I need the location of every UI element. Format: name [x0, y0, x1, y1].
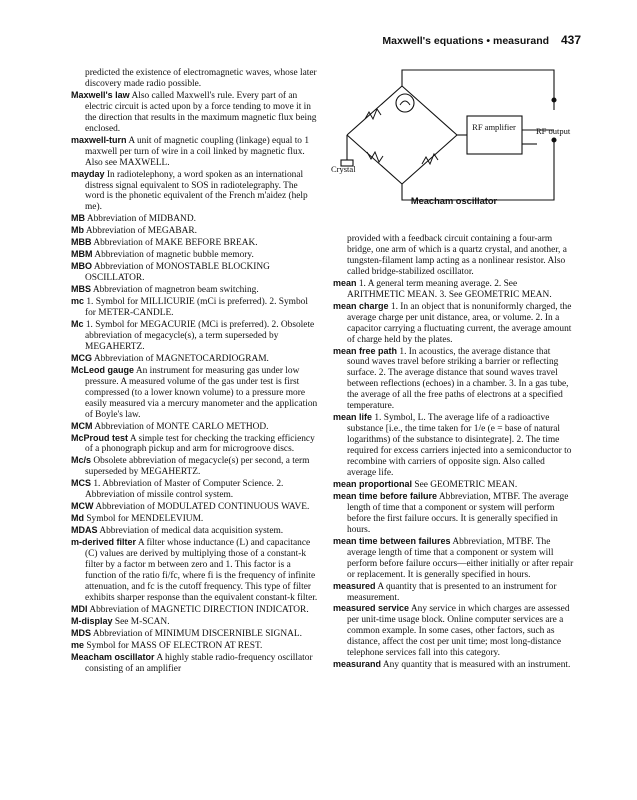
entry-definition: Symbol for MASS OF ELECTRON AT REST. — [86, 640, 263, 651]
dictionary-entry — [71, 169, 318, 214]
dictionary-entry — [333, 301, 575, 346]
entry-term: maxwell-turn — [71, 134, 127, 145]
entry-definition: Abbreviation of MONTE CARLO METHOD. — [94, 421, 269, 432]
entry-definition: Obsolete abbreviation of megacycle(s) per second, a term superseded by MEGAHERTZ. — [85, 456, 310, 478]
bridge-arm-top-left — [347, 86, 402, 135]
entry-term: MBS — [71, 284, 91, 295]
entry-definition: predicted the existence of electromagnetic waves, whose later discovery made radio possible. — [85, 68, 317, 89]
dictionary-entry — [71, 513, 318, 525]
dictionary-entry — [333, 603, 575, 659]
dictionary-entry — [71, 525, 318, 537]
dictionary-entry — [71, 628, 318, 640]
dictionary-entry — [71, 640, 318, 652]
entry-definition: Any quantity that is measured with an instrument. — [382, 660, 571, 671]
dictionary-entry — [333, 659, 575, 671]
dictionary-entry — [71, 478, 318, 501]
amplifier-label: RF amplifier — [472, 122, 516, 132]
entry-definition: Abbreviation of magnetron beam switching. — [92, 285, 259, 296]
entry-term: measurand — [333, 659, 382, 670]
entry-term: Mc/s — [71, 455, 92, 466]
dictionary-entry — [333, 412, 575, 479]
bridge-arm-bottom-left — [347, 135, 402, 184]
entry-definition: Abbreviation of MAGNETIC DIRECTION INDICATOR. — [89, 604, 309, 615]
entry-definition: A filter whose inductance (L) and capacitance (C) values are derived by multiplying those of a constant-k filter by a factor m between zero and 1. This factor is a function of the ratio fi/fc, where fi is the frequency of infinite attenuation, and fc is the cutoff frequency. This type of filter exhibits sharper response than the equivalent constant-k filter. — [85, 538, 318, 603]
entry-definition: 1. Symbol for MILLICURIE (mCi is preferred). 2. Symbol for METER-CANDLE. — [85, 297, 308, 319]
entry-definition: 1. Symbol, L. The average life of a radioactive substance [i.e., the time taken for 1/e (e = base of natural logarithms) of the substance to disintegrate]. 2. The time required for excess carriers injected into a semiconductor to recombine with carriers of opposite sign. Also called average life. — [347, 413, 572, 479]
dictionary-entry — [71, 90, 318, 135]
entry-term: McLeod gauge — [71, 364, 135, 375]
entry-term: MBM — [71, 249, 93, 260]
crystal-label: Crystal — [331, 164, 356, 174]
entry-definition: A unit of magnetic coupling (linkage) equal to 1 maxwell per turn of wire in a coil linked by magnetic flux. Also see MAXWELL. — [85, 135, 310, 168]
entry-term: Mb — [71, 225, 84, 236]
entry-definition: Abbreviation of MODULATED CONTINUOUS WAVE. — [95, 502, 310, 513]
bridge-arm-bottom-right — [402, 135, 457, 184]
entry-term: mean life — [333, 412, 373, 423]
dictionary-entry — [333, 234, 575, 278]
entry-definition: Abbreviation of magnetic bubble memory. — [94, 250, 254, 261]
dictionary-entry — [71, 455, 318, 478]
entry-term: MDAS — [71, 525, 98, 536]
dictionary-entry — [71, 616, 318, 628]
entry-term: MDS — [71, 627, 91, 638]
entry-definition: A quantity that is presented to an instrument for measurement. — [347, 581, 557, 603]
junction-dot — [552, 138, 556, 142]
entry-definition: provided with a feedback circuit containing a four-arm bridge, one arm of which is a quartz crystal, and another, a tungsten-filament lamp acting as a nonlinear resistor. Also called bridge-stabilized oscillator. — [347, 234, 567, 277]
entry-definition: Abbreviation of MINIMUM DISCERNIBLE SIGNAL. — [92, 628, 302, 639]
entry-definition: Abbreviation of MAKE BEFORE BREAK. — [93, 238, 258, 249]
entry-definition: 1. In an object that is nonuniformly charged, the average charge per unit distance, area, or volume. 2. In a capacitor carrying a fluctuating current, the average amount of charge held by the plates. — [347, 301, 572, 345]
dictionary-entry — [71, 353, 318, 365]
entry-term: Meacham oscillator — [71, 651, 155, 662]
entry-term: mean charge — [333, 300, 389, 311]
dictionary-entry — [71, 261, 318, 284]
entry-definition: In radiotelephony, a word spoken as an international distress signal equivalent to SOS in radiotelegraphy. The word is the phonetic equivalent of the French m'aidez (help me). — [85, 169, 308, 213]
dictionary-entry — [333, 491, 575, 536]
entry-term: MCS — [71, 478, 91, 489]
entry-definition: Abbreviation, MTBF. The average length of time that a component or system will perform before the first failure occurs. It is generally specified in hours. — [347, 491, 569, 535]
dictionary-entry — [71, 652, 318, 675]
dictionary-entry — [333, 536, 575, 581]
feedback-wire-top — [402, 70, 554, 100]
entry-definition: 1. Abbreviation of Master of Computer Science. 2. Abbreviation of missile control system. — [85, 479, 284, 501]
entry-term: m-derived filter — [71, 537, 137, 548]
entry-term: MDI — [71, 603, 88, 614]
entry-term: M-display — [71, 615, 113, 626]
entry-definition: Abbreviation of MAGNETOCARDIOGRAM. — [93, 353, 269, 364]
entry-definition: See M-SCAN. — [114, 616, 170, 627]
dictionary-entry — [71, 319, 318, 353]
entry-definition: A simple test for checking the tracking efficiency of a phonograph pickup and arm for microgroove discs. — [85, 433, 315, 455]
dictionary-entry — [333, 346, 575, 413]
dictionary-entry — [333, 479, 575, 491]
page-number: 437 — [560, 33, 581, 47]
entry-definition: Abbreviation, MTBF. The average length of time that a component or system will perform before failure occurs—either initially or after repair or replacement. It is generally specified in hours. — [347, 536, 574, 580]
entry-term: mean free path — [333, 345, 398, 356]
rf-output-label: RF output — [536, 126, 571, 136]
entry-term: mc — [71, 296, 85, 307]
running-header — [382, 33, 581, 47]
entry-definition: A highly stable radio-frequency oscillator consisting of an amplifier — [85, 652, 313, 674]
dictionary-entry — [71, 433, 318, 456]
entry-definition: Abbreviation of MONOSTABLE BLOCKING OSCILLATOR. — [85, 262, 270, 284]
figure-caption: Meacham oscillator — [410, 196, 498, 206]
entry-term: Maxwell's law — [71, 89, 130, 100]
entry-term: me — [71, 639, 85, 650]
dictionary-entry — [71, 213, 318, 225]
dictionary-entry — [71, 249, 318, 261]
entry-term: mean proportional — [333, 478, 413, 489]
entry-term: McProud test — [71, 432, 129, 443]
dictionary-entry — [71, 501, 318, 513]
dictionary-entry — [71, 135, 318, 169]
feedback-wire-bottom — [402, 140, 554, 200]
entry-definition: 1. A general term meaning average. 2. See ARITHMETIC MEAN. 3. See GEOMETRIC MEAN. — [347, 278, 552, 300]
entry-term: measured — [333, 580, 376, 591]
dictionary-entry — [71, 296, 318, 319]
entry-term: MCM — [71, 420, 93, 431]
entry-term: Md — [71, 513, 84, 524]
entry-term: MCG — [71, 352, 92, 363]
entry-definition: Also called Maxwell's rule. Every part of an electric circuit is acted upon by a force tending to move it in the direction that results in the maximum magnetic flux being enclosed. — [85, 90, 317, 134]
dictionary-entry — [333, 581, 575, 604]
dictionary-entry — [71, 68, 318, 90]
entry-term: mean — [333, 277, 357, 288]
entry-term: MBO — [71, 261, 92, 272]
entry-term: mean time between failures — [333, 535, 451, 546]
lamp-icon — [396, 94, 414, 112]
entry-term: measured service — [333, 603, 410, 614]
entry-definition: Symbol for MENDELEVIUM. — [86, 514, 204, 525]
entry-term: MBB — [71, 237, 92, 248]
entry-definition: An instrument for measuring gas under low pressure. A measured volume of the gas under test is first compressed (to a lower known volume) to a pressure more easily measured via a mercury manometer and the application of Boyle's law. — [85, 365, 318, 420]
entry-term: MB — [71, 213, 85, 224]
dictionary-entry — [333, 278, 575, 301]
right-column — [333, 234, 575, 671]
entry-definition: 1. In acoustics, the average distance that sound waves travel before striking a barrier or reflecting surface. 2. The average distance that sound waves travel between reflections (echoes) in a chamber. 3. In a gas tube, the average of all the free paths of electrons at a specified temperature. — [347, 346, 569, 412]
entry-definition: Abbreviation of medical data acquisition system. — [99, 526, 284, 537]
dictionary-entry — [71, 365, 318, 421]
entry-definition: Abbreviation of MEGABAR. — [85, 226, 198, 237]
entry-term: Mc — [71, 318, 84, 329]
entry-definition: Abbreviation of MIDBAND. — [86, 214, 196, 225]
entry-definition: Any service in which charges are assessed per unit-time usage block. Online computer services are a common example. In some cases, other factors, such as distance, affect the cost per unit time; most long-distance telephone services fall into this category. — [347, 604, 570, 659]
header-title: Maxwell's equations • measurand — [382, 35, 550, 47]
entry-definition: 1. Symbol for MEGACURIE (MCi is preferred). 2. Obsolete abbreviation of megacycle(s), a term superseded by MEGAHERTZ. — [85, 319, 315, 352]
dictionary-entry — [71, 537, 318, 604]
entry-term: mean time before failure — [333, 490, 438, 501]
entry-term: MCW — [71, 501, 94, 512]
dictionary-entry — [71, 604, 318, 616]
meacham-oscillator-diagram — [327, 60, 575, 210]
left-column — [71, 68, 318, 675]
entry-term: mayday — [71, 168, 105, 179]
dictionary-entry — [71, 225, 318, 237]
entry-definition: See GEOMETRIC MEAN. — [414, 479, 518, 490]
dictionary-entry — [71, 284, 318, 296]
dictionary-entry — [71, 237, 318, 249]
dictionary-entry — [71, 421, 318, 433]
